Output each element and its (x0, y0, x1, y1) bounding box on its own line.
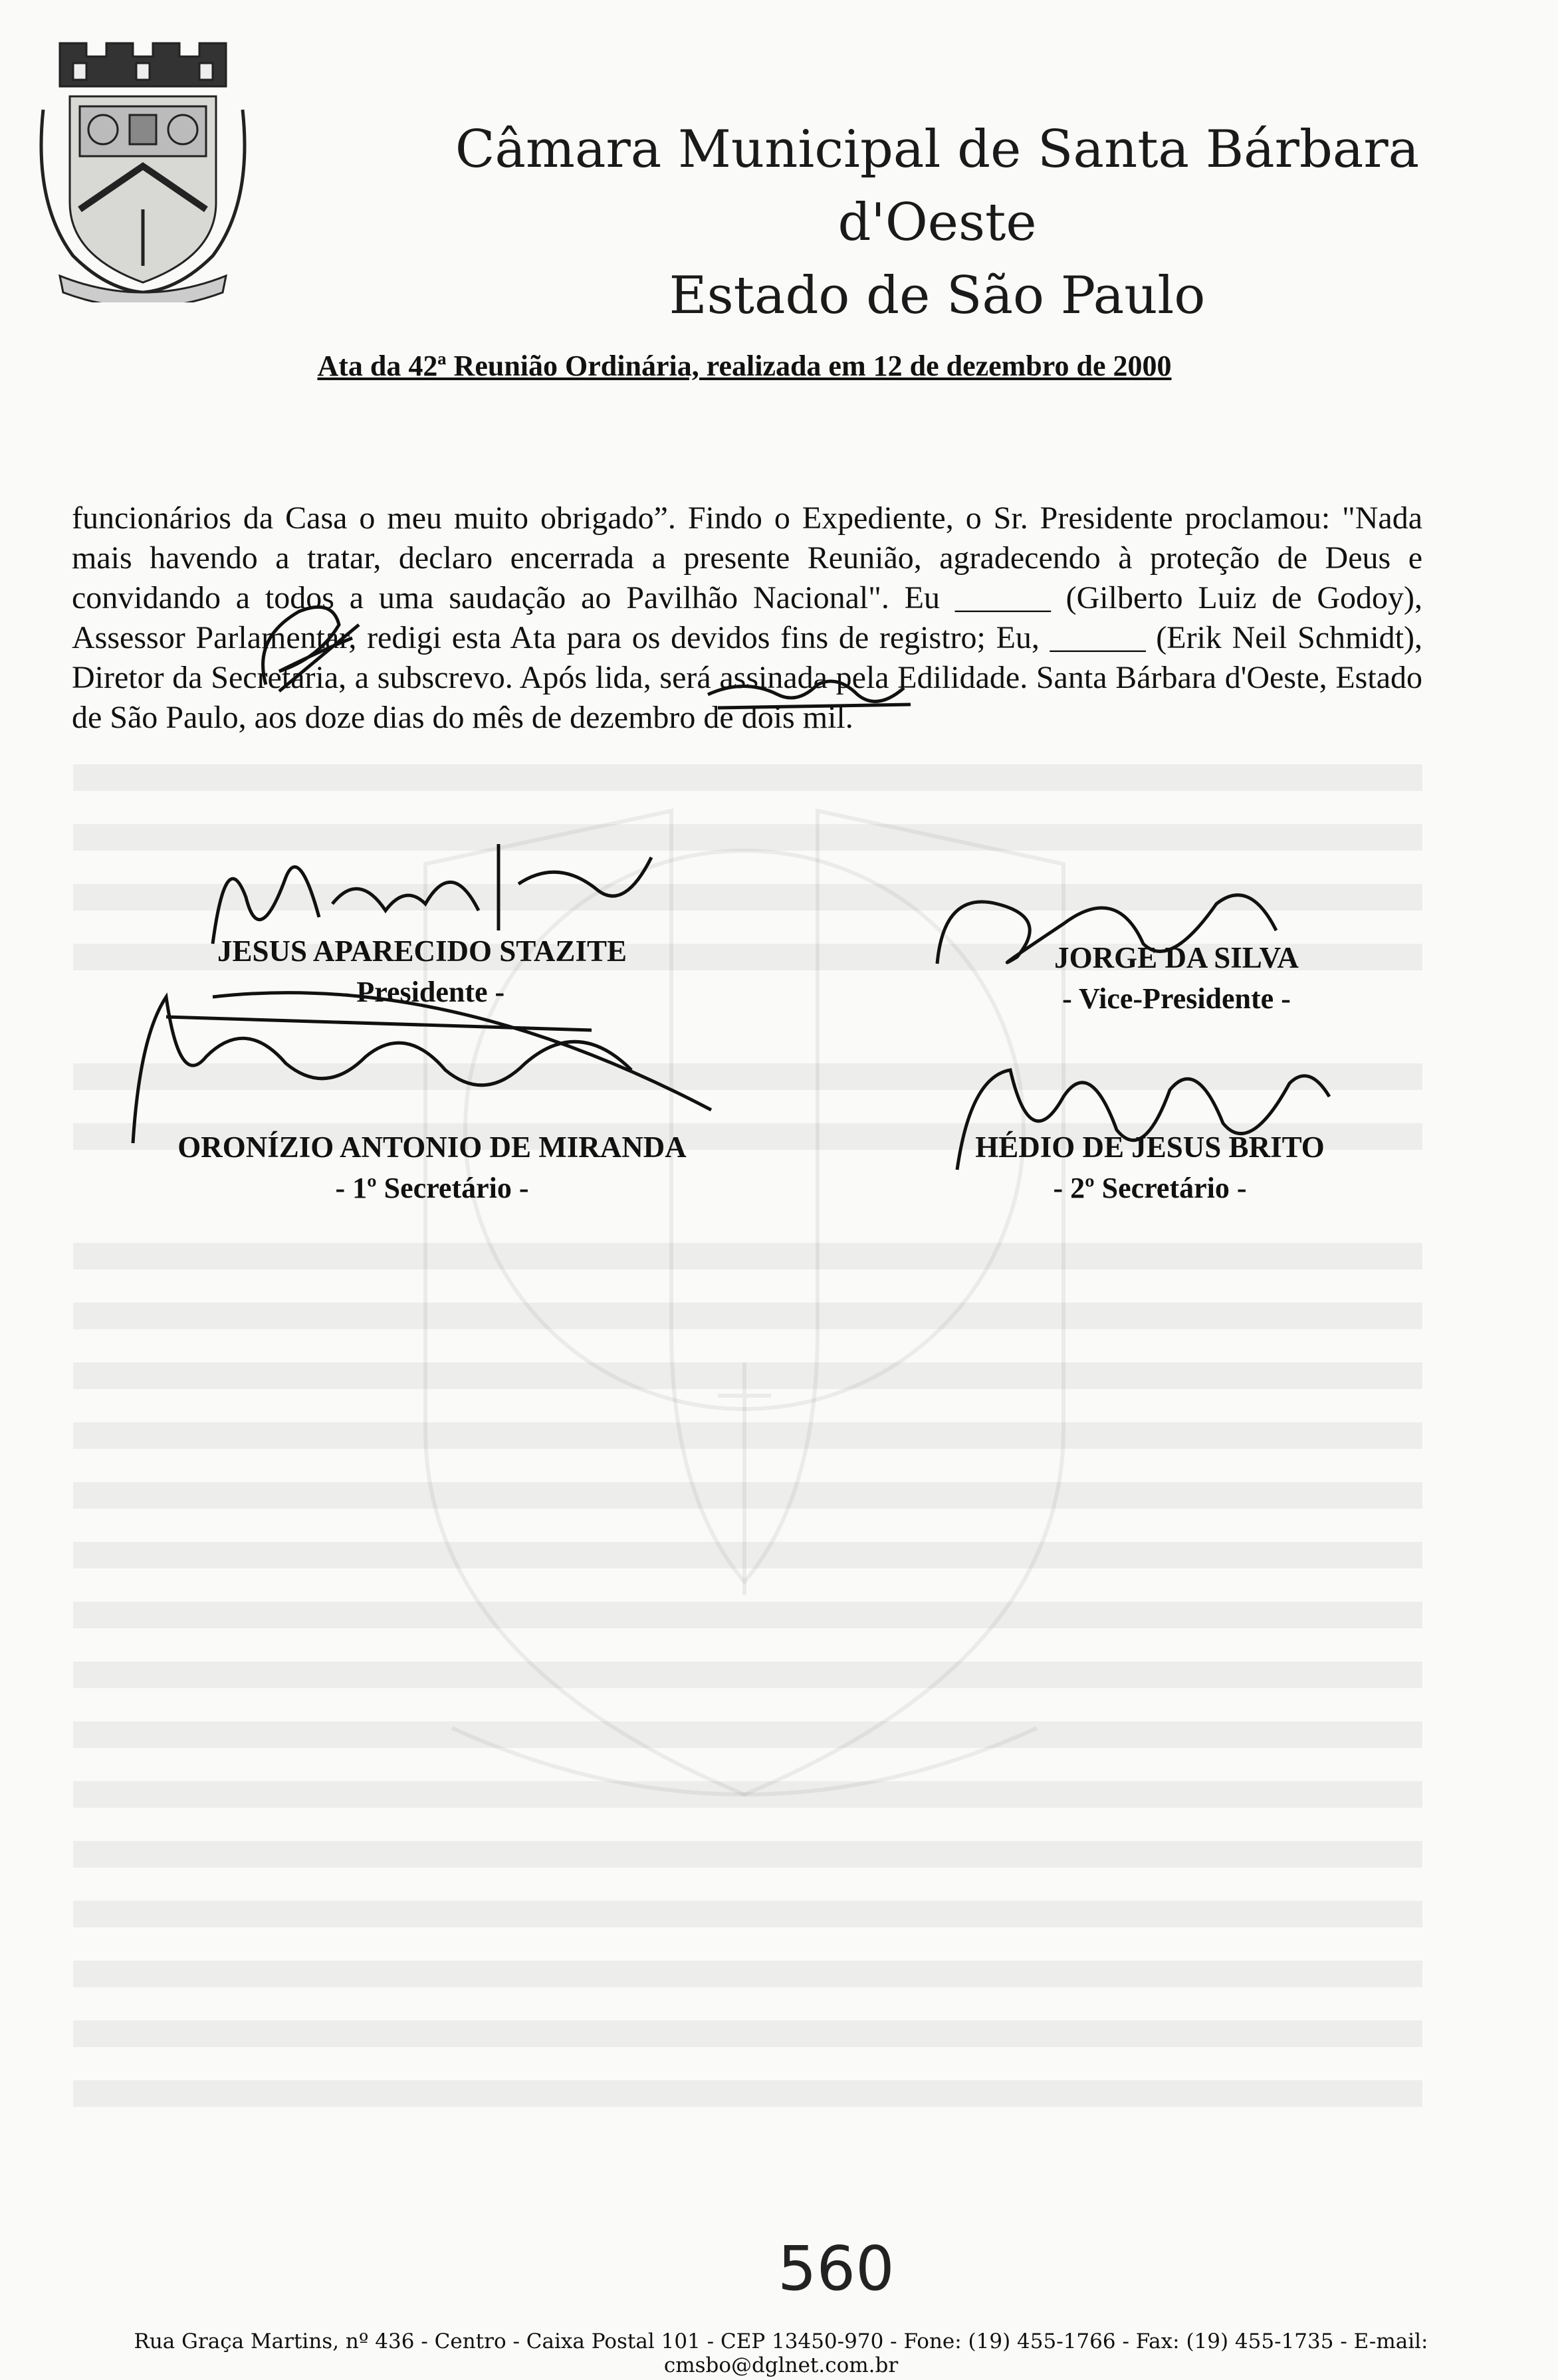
institution-title: Câmara Municipal de Santa Bárbara d'Oeste (455, 120, 1420, 253)
minutes-paragraph: funcionários da Casa o meu muito obrigado”. Findo o Expediente, o Sr. Presidente proclamou: "Nada mais havendo a tratar, declaro encerrada a presente Reunião, agradecendo à proteção de Deus e convidando a todos a uma saudação ao Pavilhão Nacional". Eu ______ (Gilberto Luiz de Godoy), Assessor Parlamentar, redigi esta Ata para os devidos fins de registro; Eu, ______ (Erik Neil Schmidt), Diretor da Secretaria, a subscrevo. Após lida, será assinada pela Edilidade. Santa Bárbara d'Oeste, Estado de São Paulo, aos doze dias do mês de dezembro de dois mil. (72, 500, 1422, 735)
signatory-vice-president (944, 937, 1409, 1020)
minutes-body (72, 498, 1422, 738)
signatory-role: - Presidente - (339, 976, 505, 1008)
page-header (372, 113, 1502, 332)
address-footer: Rua Graça Martins, nº 436 - Centro - Caixa Postal 101 - CEP 13450-970 - Fone: (19) 455-1766 - Fax: (19) 455-1735 - E-mail: cmsbo@dglnet.com.br (134, 2329, 1428, 2377)
signatory-first-secretary (133, 1127, 731, 1209)
signatory-role: - 1º Secretário - (335, 1172, 529, 1204)
signatory-president (156, 930, 688, 1013)
document-heading: Ata da 42ª Reunião Ordinária, realizada em 12 de dezembro de 2000 (317, 350, 1172, 382)
signatory-name: HÉDIO DE JESUS BRITO (975, 1131, 1325, 1164)
signatory-role: - Vice-Presidente - (1062, 982, 1291, 1015)
signatory-name: ORONÍZIO ANTONIO DE MIRANDA (177, 1131, 687, 1164)
signatory-role: - 2º Secretário - (1053, 1172, 1247, 1204)
signatory-name: JESUS APARECIDO STAZITE (217, 934, 627, 968)
signatory-second-secretary (917, 1127, 1383, 1209)
signatory-name: JORGE DA SILVA (1054, 941, 1299, 974)
coat-of-arms-icon (33, 37, 253, 302)
page-number: 560 (778, 2233, 895, 2304)
state-subtitle: Estado de São Paulo (669, 266, 1206, 326)
